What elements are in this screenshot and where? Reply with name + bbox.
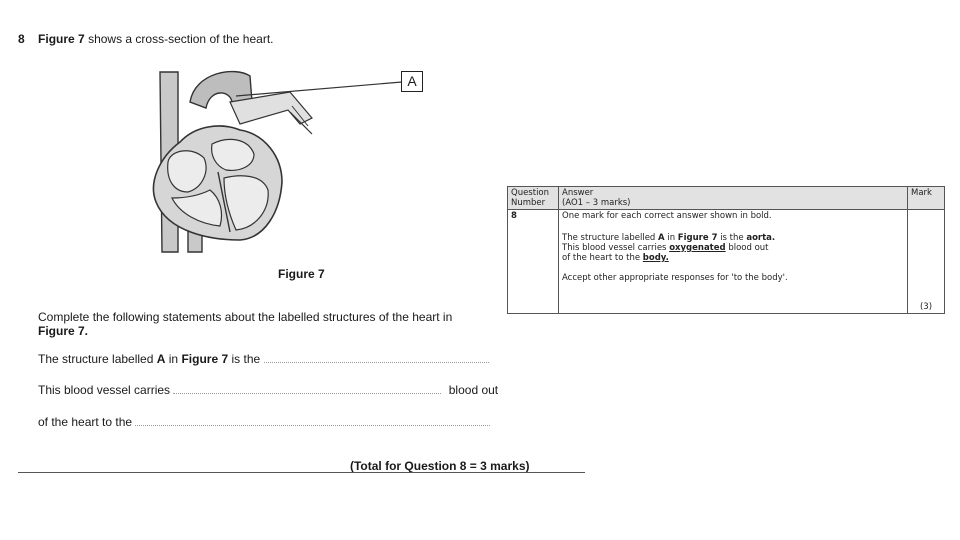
- row-mark: [908, 210, 945, 314]
- mark-scheme-header-row: [508, 187, 945, 210]
- statement-1-mid: in: [168, 352, 179, 366]
- a1-ref: Figure 7: [677, 233, 718, 243]
- statement-2-pre: This blood vessel carries: [38, 383, 171, 397]
- statement-2-post: blood out: [448, 383, 499, 397]
- header-answer: [559, 187, 908, 210]
- accept-note: Accept other appropriate responses for 'to the body'.: [562, 273, 788, 283]
- a1-letter: A: [658, 233, 665, 243]
- instruction-body: Complete the following statements about the labelled structures of the heart in: [38, 310, 453, 324]
- mark-scheme-row: [508, 210, 945, 314]
- statement-3: [38, 415, 490, 429]
- a2-post: blood out: [728, 243, 769, 253]
- a1-pre: The structure labelled: [562, 233, 656, 243]
- answer-line-1-text: [562, 233, 904, 243]
- answer-line-1[interactable]: [264, 352, 489, 363]
- answer-line-2-text: [562, 243, 904, 253]
- figure-caption: Figure 7: [278, 267, 325, 281]
- a1-post: is the: [720, 233, 744, 243]
- statement-1-letter: A: [156, 352, 166, 366]
- label-a-letter: A: [407, 73, 417, 89]
- question-intro-text: shows a cross-section of the heart.: [88, 32, 274, 46]
- row-number: 8: [511, 211, 517, 221]
- row-question-number: [508, 210, 559, 314]
- figure-reference: Figure 7: [38, 32, 85, 46]
- answer-line-3[interactable]: [135, 415, 490, 426]
- a3-pre: of the heart to the: [562, 253, 641, 263]
- label-a-box: [401, 71, 423, 92]
- header-answer-sub: (AO1 – 3 marks): [562, 198, 631, 208]
- a3-answer: body.: [642, 253, 669, 263]
- bottom-rule: [18, 472, 585, 473]
- total-marks: (Total for Question 8 = 3 marks): [350, 459, 530, 473]
- a2-pre: This blood vessel carries: [562, 243, 667, 253]
- instruction-figure-ref: Figure 7.: [38, 324, 89, 338]
- heart-cross-section-diagram: [140, 62, 440, 262]
- mark-value: (3): [919, 302, 933, 312]
- a1-answer: aorta.: [746, 233, 776, 243]
- header-question-label: Question: [511, 188, 550, 198]
- answer-intro: One mark for each correct answer shown in bold.: [562, 211, 772, 221]
- statement-1-figure-ref: Figure 7: [181, 352, 229, 366]
- instruction-text: [38, 310, 498, 338]
- statement-1-pre: The structure labelled: [38, 352, 154, 366]
- statement-3-pre: of the heart to the: [38, 415, 133, 429]
- question-header: [18, 32, 273, 46]
- statement-1: [38, 352, 489, 366]
- header-answer-label: Answer: [562, 188, 594, 198]
- header-question-number: [508, 187, 559, 210]
- a1-mid: in: [667, 233, 676, 243]
- statement-1-post: is the: [231, 352, 261, 366]
- header-number-label: Number: [511, 198, 546, 208]
- label-pointer: [236, 82, 402, 96]
- answer-line-2[interactable]: [173, 383, 441, 394]
- row-answer: [559, 210, 908, 314]
- answer-line-3-text: [562, 253, 904, 263]
- statement-2: [38, 383, 498, 397]
- a2-answer: oxygenated: [669, 243, 726, 253]
- header-mark: Mark: [908, 187, 945, 210]
- question-number: 8: [18, 32, 25, 46]
- mark-scheme-table: [507, 186, 945, 314]
